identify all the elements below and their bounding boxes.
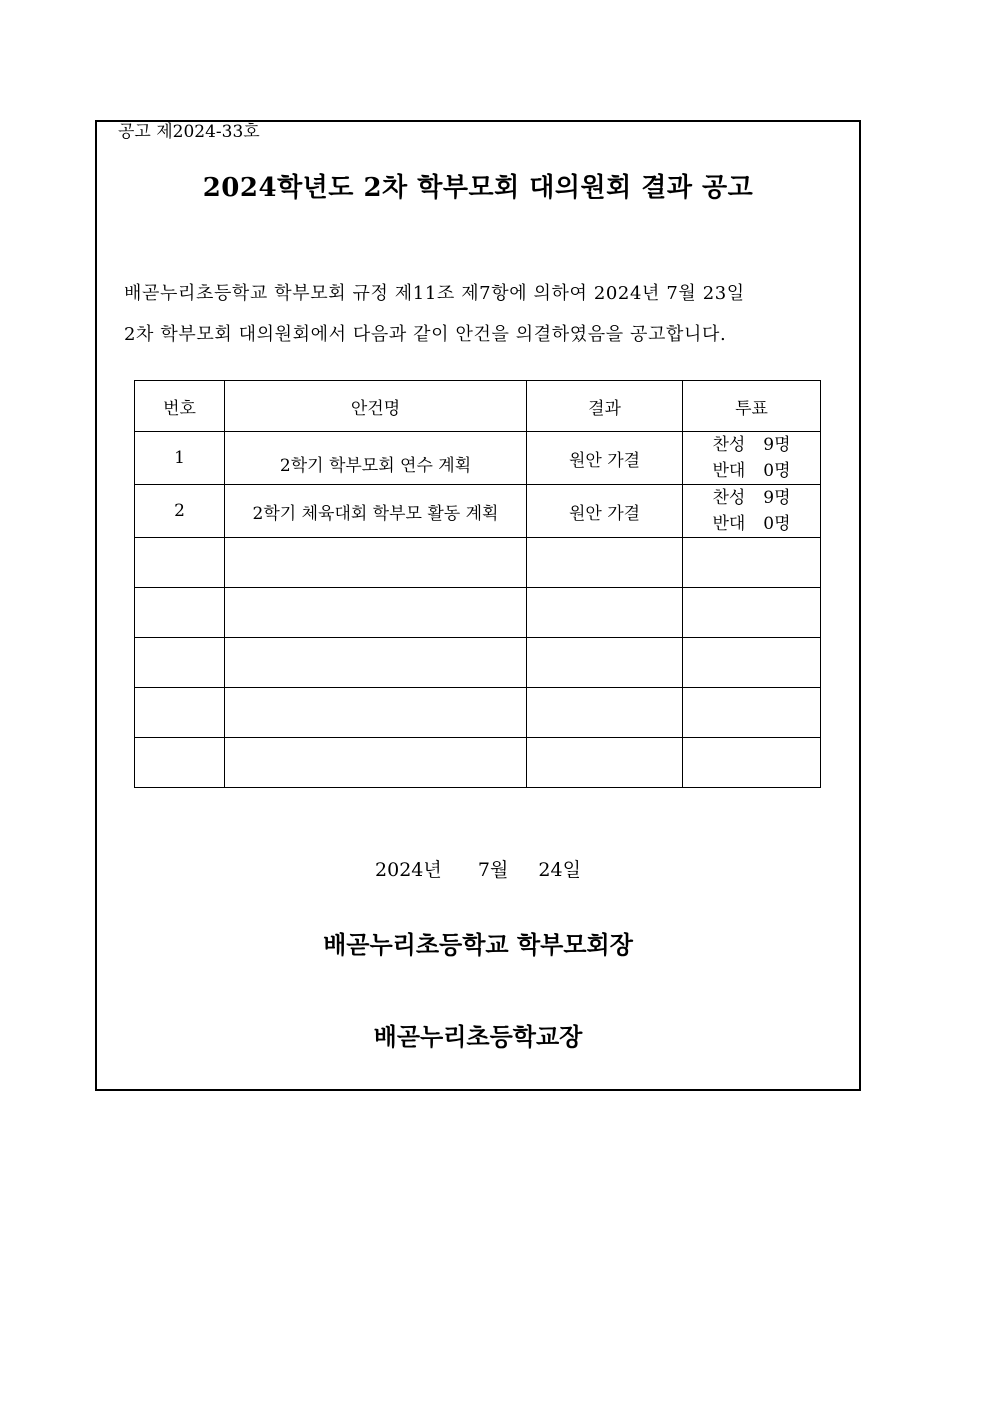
table-row (135, 432, 821, 485)
empty-row (135, 688, 821, 738)
empty-cell (683, 738, 821, 788)
empty-cell (527, 688, 683, 738)
row-number: 2 (135, 485, 225, 538)
vote-against-count: 0명 (763, 461, 791, 481)
empty-cell (527, 738, 683, 788)
date-day: 24일 (538, 859, 581, 881)
table-header-row (135, 381, 821, 432)
empty-cell (225, 738, 527, 788)
notice-date (95, 857, 861, 883)
empty-cell (527, 538, 683, 588)
signature-principal: 배곧누리초등학교장 (373, 1022, 583, 1051)
body-line-1: 배곧누리초등학교 학부모회 규정 제11조 제7항에 의하여 2024년 7월 23일 (124, 283, 745, 304)
empty-cell (135, 638, 225, 688)
empty-cell (225, 588, 527, 638)
empty-cell (135, 688, 225, 738)
header-result: 결과 (527, 381, 683, 432)
empty-cell (683, 688, 821, 738)
empty-row (135, 538, 821, 588)
vote-for-label: 찬성 (712, 488, 746, 508)
header-agenda: 안건명 (225, 381, 527, 432)
empty-row (135, 588, 821, 638)
date-month: 7월 (477, 859, 509, 881)
empty-cell (225, 538, 527, 588)
row-number: 1 (135, 432, 225, 485)
empty-cell (683, 638, 821, 688)
date-year: 2024년 (375, 859, 442, 881)
notice-number: 공고 제2024-33호 (118, 122, 260, 142)
empty-row (135, 638, 821, 688)
header-vote: 투표 (683, 381, 821, 432)
empty-cell (683, 538, 821, 588)
empty-cell (135, 738, 225, 788)
empty-cell (135, 588, 225, 638)
row-vote (683, 485, 821, 538)
row-agenda: 2학기 학부모회 연수 계획 (225, 432, 527, 485)
document-title: 2024학년도 2차 학부모회 대의원회 결과 공고 (202, 173, 754, 203)
table-row (135, 485, 821, 538)
empty-cell (225, 688, 527, 738)
empty-row (135, 738, 821, 788)
empty-cell (527, 638, 683, 688)
vote-for-count: 9명 (763, 435, 791, 455)
row-agenda: 2학기 체육대회 학부모 활동 계획 (225, 485, 527, 538)
row-result: 원안 가결 (527, 432, 683, 485)
vote-against-label: 반대 (712, 461, 746, 481)
body-line-2: 2차 학부모회 대의원회에서 다음과 같이 안건을 의결하였음을 공고합니다. (124, 324, 727, 345)
row-result: 원안 가결 (527, 485, 683, 538)
empty-cell (527, 588, 683, 638)
signature-association: 배곧누리초등학교 학부모회장 (323, 930, 633, 959)
empty-cell (683, 588, 821, 638)
vote-against-count: 0명 (763, 514, 791, 534)
vote-for-label: 찬성 (712, 435, 746, 455)
empty-cell (135, 538, 225, 588)
row-vote (683, 432, 821, 485)
header-number: 번호 (135, 381, 225, 432)
empty-cell (225, 638, 527, 688)
vote-against-label: 반대 (712, 514, 746, 534)
agenda-table (134, 380, 821, 788)
vote-for-count: 9명 (763, 488, 791, 508)
